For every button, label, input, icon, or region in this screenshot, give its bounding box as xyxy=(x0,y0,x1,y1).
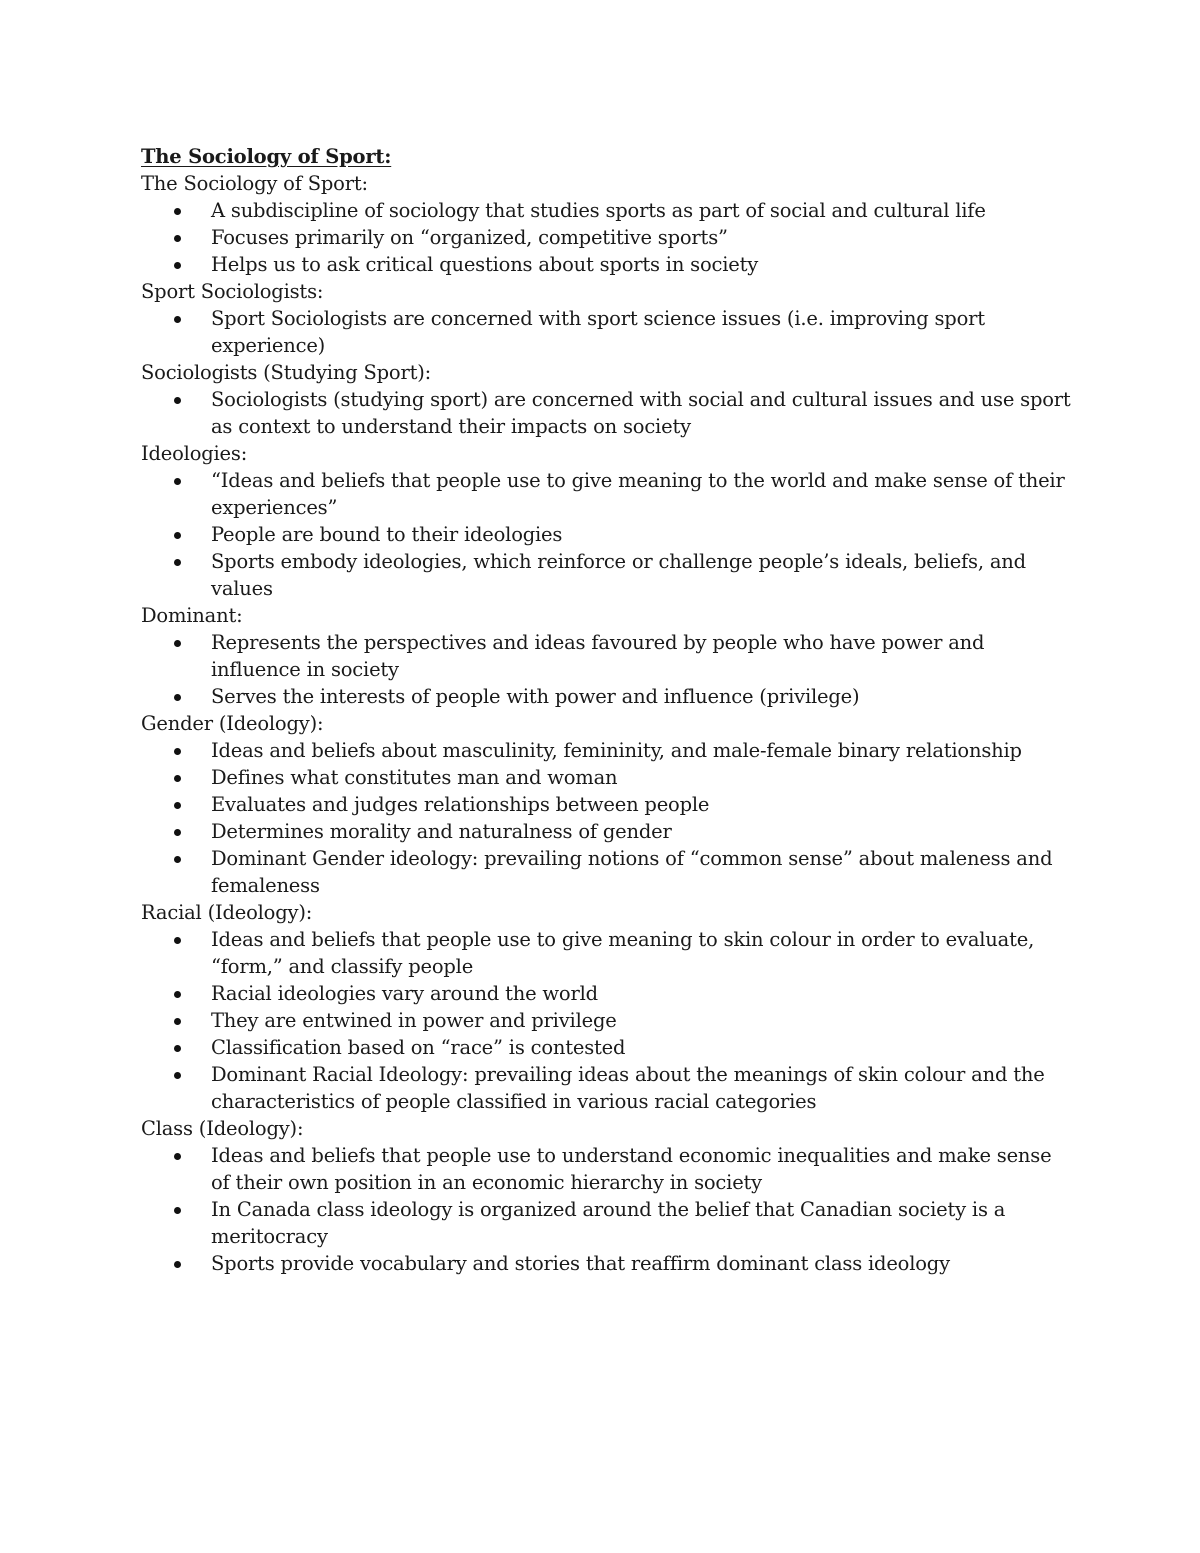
bullet-item xyxy=(211,1007,1071,1034)
document-page xyxy=(141,143,1071,1277)
bullet-item xyxy=(211,926,1071,980)
bullet-list xyxy=(141,467,1071,602)
bullet-text: Ideas and beliefs about masculinity, femininity, and male-female binary relationship xyxy=(211,739,1022,762)
bullet-item xyxy=(211,1250,1071,1277)
bullet-text: Ideas and beliefs that people use to give meaning to skin colour in order to evaluate, “form,” and classify people xyxy=(211,928,1035,978)
section-heading: Ideologies: xyxy=(141,442,248,465)
bullet-dot-icon xyxy=(174,856,181,863)
bullet-dot-icon xyxy=(174,1207,181,1214)
bullet-text: A subdiscipline of sociology that studies sports as part of social and cultural life xyxy=(211,199,986,222)
bullet-dot-icon xyxy=(174,1018,181,1025)
bullet-dot-icon xyxy=(174,1153,181,1160)
bullet-text: Defines what constitutes man and woman xyxy=(211,766,618,789)
section-heading: Racial (Ideology): xyxy=(141,901,313,924)
bullet-list xyxy=(141,1142,1071,1277)
bullet-dot-icon xyxy=(174,748,181,755)
bullet-text: Sports provide vocabulary and stories that reaffirm dominant class ideology xyxy=(211,1252,950,1275)
bullet-item xyxy=(211,764,1071,791)
bullet-dot-icon xyxy=(174,478,181,485)
bullet-text: Racial ideologies vary around the world xyxy=(211,982,598,1005)
bullet-dot-icon xyxy=(174,235,181,242)
bullet-dot-icon xyxy=(174,532,181,539)
bullet-dot-icon xyxy=(174,1072,181,1079)
bullet-dot-icon xyxy=(174,559,181,566)
bullet-text: Represents the perspectives and ideas favoured by people who have power and influence in society xyxy=(211,631,985,681)
bullet-item xyxy=(211,197,1071,224)
bullet-dot-icon xyxy=(174,397,181,404)
bullet-dot-icon xyxy=(174,1045,181,1052)
bullet-dot-icon xyxy=(174,1261,181,1268)
bullet-item xyxy=(211,467,1071,521)
bullet-dot-icon xyxy=(174,640,181,647)
bullet-item xyxy=(211,305,1071,359)
bullet-item xyxy=(211,548,1071,602)
bullet-text: Sports embody ideologies, which reinforce or challenge people’s ideals, beliefs, and values xyxy=(211,550,1026,600)
document-title: The Sociology of Sport: xyxy=(141,145,392,168)
section-heading: Sport Sociologists: xyxy=(141,280,324,303)
bullet-list xyxy=(141,197,1071,278)
bullet-text: Serves the interests of people with power and influence (privilege) xyxy=(211,685,860,708)
bullet-item xyxy=(211,521,1071,548)
bullet-text: People are bound to their ideologies xyxy=(211,523,563,546)
section-heading: Sociologists (Studying Sport): xyxy=(141,361,431,384)
bullet-text: Dominant Gender ideology: prevailing notions of “common sense” about maleness and femaleness xyxy=(211,847,1053,897)
bullet-text: Ideas and beliefs that people use to understand economic inequalities and make sense of their own position in an economic hierarchy in society xyxy=(211,1144,1052,1194)
bullet-item xyxy=(211,818,1071,845)
bullet-dot-icon xyxy=(174,991,181,998)
bullet-text: “Ideas and beliefs that people use to give meaning to the world and make sense of their experiences” xyxy=(211,469,1065,519)
bullet-dot-icon xyxy=(174,829,181,836)
bullet-text: In Canada class ideology is organized around the belief that Canadian society is a meritocracy xyxy=(211,1198,1006,1248)
bullet-list xyxy=(141,305,1071,359)
section-heading: Class (Ideology): xyxy=(141,1117,304,1140)
section-heading: Gender (Ideology): xyxy=(141,712,324,735)
bullet-text: Evaluates and judges relationships between people xyxy=(211,793,710,816)
section-heading: Dominant: xyxy=(141,604,243,627)
bullet-list xyxy=(141,737,1071,899)
bullet-item xyxy=(211,737,1071,764)
bullet-text: Focuses primarily on “organized, competitive sports” xyxy=(211,226,728,249)
bullet-text: Sociologists (studying sport) are concerned with social and cultural issues and use sport as context to understand their impacts on society xyxy=(211,388,1071,438)
bullet-text: Sport Sociologists are concerned with sport science issues (i.e. improving sport experience) xyxy=(211,307,985,357)
bullet-item xyxy=(211,1034,1071,1061)
bullet-item xyxy=(211,845,1071,899)
bullet-item xyxy=(211,251,1071,278)
bullet-item xyxy=(211,386,1071,440)
bullet-text: Classification based on “race” is contested xyxy=(211,1036,626,1059)
bullet-item xyxy=(211,1142,1071,1196)
bullet-item xyxy=(211,683,1071,710)
bullet-item xyxy=(211,629,1071,683)
bullet-list xyxy=(141,386,1071,440)
document-body xyxy=(141,170,1071,1277)
bullet-list xyxy=(141,926,1071,1115)
bullet-dot-icon xyxy=(174,316,181,323)
bullet-text: Dominant Racial Ideology: prevailing ideas about the meanings of skin colour and the characteristics of people classified in various racial categories xyxy=(211,1063,1045,1113)
bullet-dot-icon xyxy=(174,208,181,215)
bullet-item xyxy=(211,980,1071,1007)
bullet-dot-icon xyxy=(174,775,181,782)
section-heading: The Sociology of Sport: xyxy=(141,172,368,195)
bullet-list xyxy=(141,629,1071,710)
bullet-text: They are entwined in power and privilege xyxy=(211,1009,617,1032)
bullet-dot-icon xyxy=(174,802,181,809)
bullet-text: Determines morality and naturalness of gender xyxy=(211,820,672,843)
bullet-dot-icon xyxy=(174,694,181,701)
bullet-dot-icon xyxy=(174,937,181,944)
bullet-item xyxy=(211,791,1071,818)
bullet-item xyxy=(211,224,1071,251)
bullet-item xyxy=(211,1061,1071,1115)
bullet-item xyxy=(211,1196,1071,1250)
bullet-text: Helps us to ask critical questions about sports in society xyxy=(211,253,759,276)
bullet-dot-icon xyxy=(174,262,181,269)
